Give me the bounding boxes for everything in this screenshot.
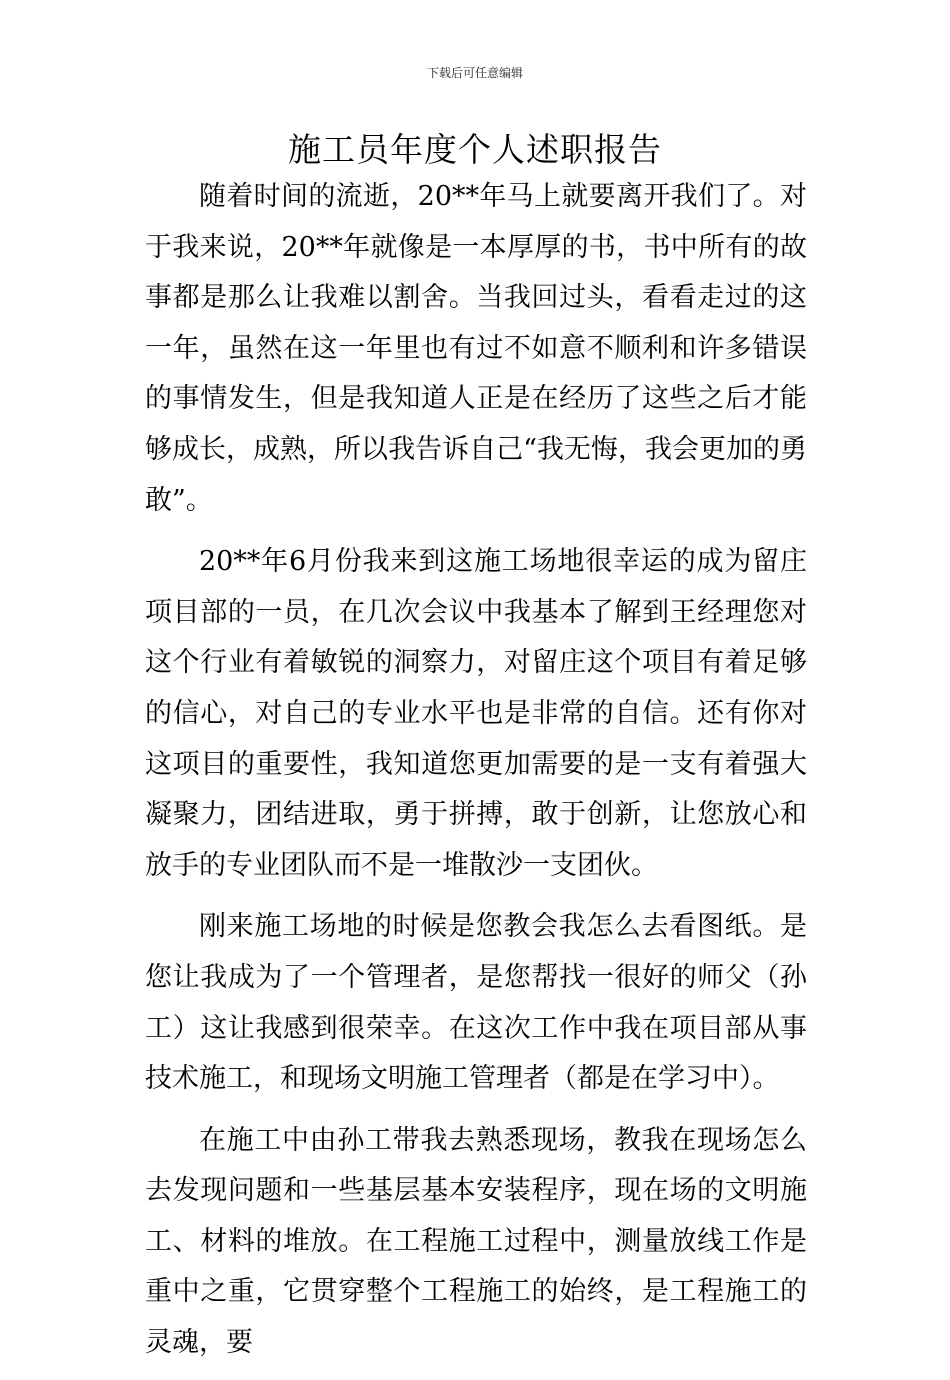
paragraph-1: 随着时间的流逝，20**年马上就要离开我们了。对于我来说，20**年就像是一本厚厚的书，书中所有的故事都是那么让我难以割舍。当我回过头，看看走过的这一年，虽然在这一年里也有过不如意不顺利和许多错误的事情发生，但是我知道人正是在经历了这些之后才能够成长，成熟，所以我告诉自己“我无悔，我会更加的勇敢”。: [145, 181, 807, 516]
header-note: 下载后可任意编辑: [426, 66, 523, 80]
paragraph-2: 20**年6月份我来到这施工场地很幸运的成为留庄项目部的一员，在几次会议中我基本了解到王经理您对这个行业有着敏锐的洞察力，对留庄这个项目有着足够的信心，对自己的专业水平也是非常的自信。还有你对这项目的重要性，我知道您更加需要的是一支有着强大凝聚力，团结进取，勇于拼搏，敢于创新，让您放心和放手的专业团队而不是一堆散沙一支团伙。: [145, 546, 807, 881]
document-title: 施工员年度个人述职报告: [288, 130, 662, 169]
paragraph-3: 刚来施工场地的时候是您教会我怎么去看图纸。是您让我成为了一个管理者，是您帮找一很好的师父（孙工）这让我感到很荣幸。在这次工作中我在项目部从事技术施工，和现场文明施工管理者（都是在学习中）。: [145, 911, 807, 1095]
paragraph-4: 在施工中由孙工带我去熟悉现场，教我在现场怎么去发现问题和一些基层基本安装程序，现在场的文明施工、材料的堆放。在工程施工过程中，测量放线工作是重中之重，它贯穿整个工程施工的始终，是工程施工的灵魂，要: [145, 1124, 807, 1359]
document-body: [145, 172, 807, 1380]
